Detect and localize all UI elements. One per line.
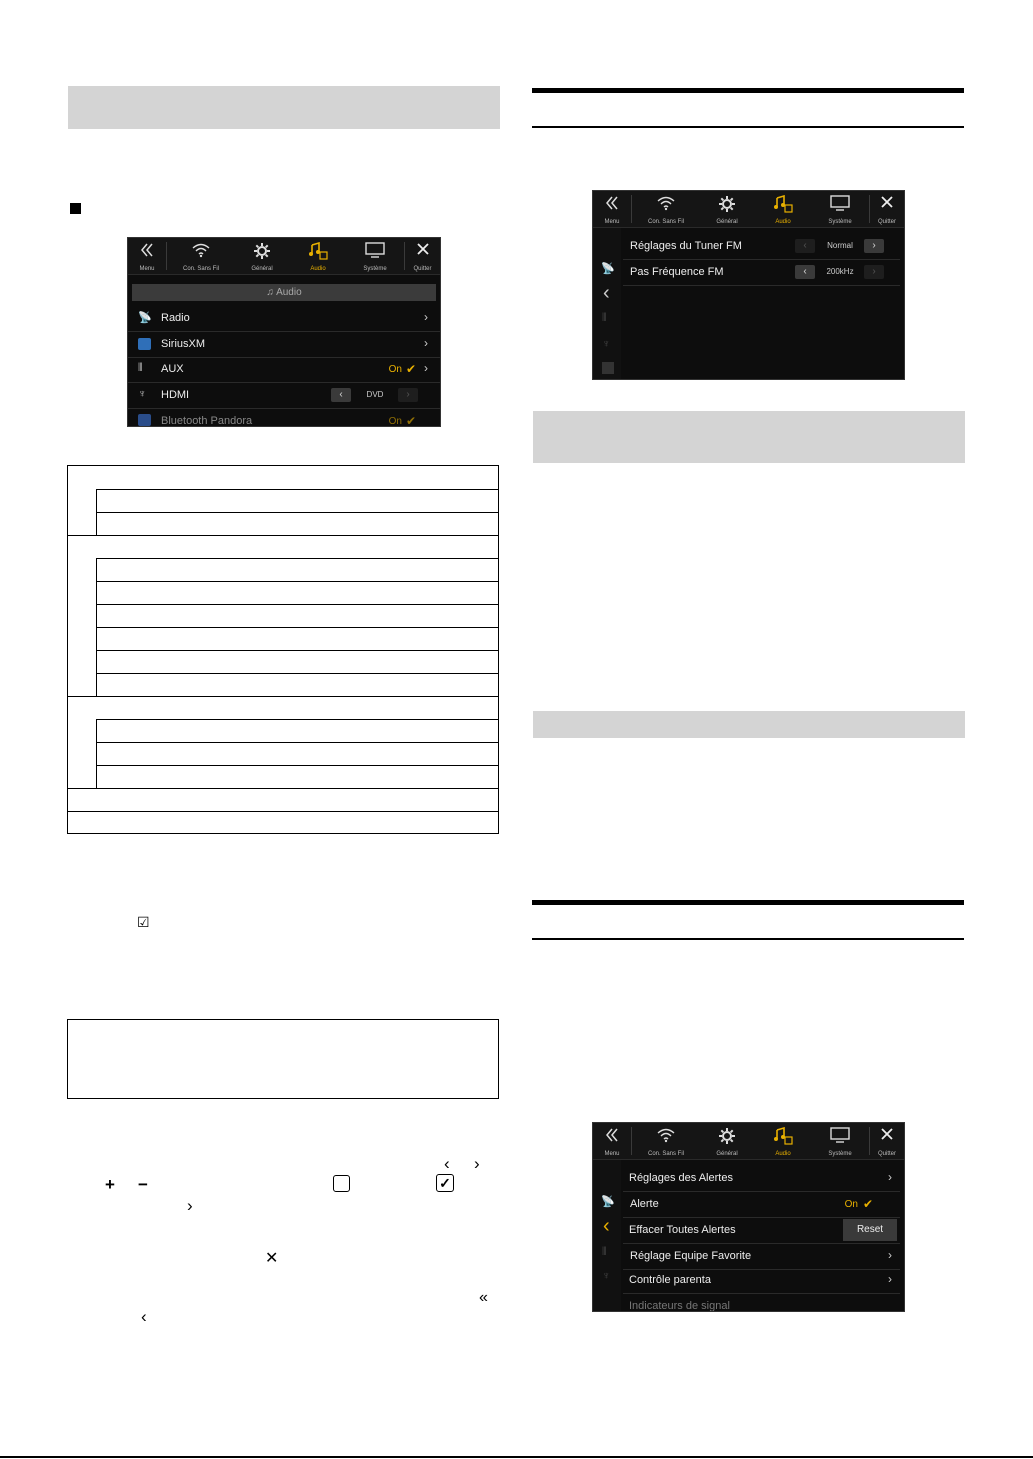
close-icon: ✕ xyxy=(265,1250,279,1267)
tab-label: Général xyxy=(716,219,738,225)
next-button[interactable]: › xyxy=(398,388,418,402)
audio-header: ♫ Audio xyxy=(132,284,436,301)
wifi-icon xyxy=(656,195,676,211)
chevron-left-icon[interactable]: ‹ xyxy=(603,1215,610,1237)
next-button[interactable]: › xyxy=(864,265,884,279)
prev-button[interactable]: ‹ xyxy=(795,265,815,279)
menu-tab[interactable] xyxy=(593,191,631,227)
top-nav-bar xyxy=(593,191,904,228)
page-bottom-rule xyxy=(0,1456,1033,1458)
status-on-text: On xyxy=(388,416,402,427)
chevron-right-icon: › xyxy=(424,310,428,324)
tab-label: Audio xyxy=(775,1151,791,1157)
pandora-icon xyxy=(602,362,614,374)
general-tab[interactable] xyxy=(699,191,755,227)
list-item[interactable]: Indicateurs de signal xyxy=(629,1300,730,1312)
satellite-icon xyxy=(138,338,151,350)
rca-plug-icon: ⫴ xyxy=(602,1246,607,1258)
double-chevron-left-icon xyxy=(605,195,619,211)
checkmark-icon: ✔ xyxy=(405,414,416,427)
checkmark-icon: ✔ xyxy=(405,362,416,376)
close-icon xyxy=(416,242,430,256)
sidebar-faded xyxy=(593,1160,621,1311)
monitor-icon xyxy=(365,242,385,258)
list-item[interactable]: Réglage Equipe Favorite › xyxy=(623,1244,900,1270)
list-item[interactable]: Réglages du Tuner FM ‹ Normal › xyxy=(623,234,900,260)
system-tab[interactable] xyxy=(811,1123,869,1159)
step-value: 200kHz xyxy=(826,267,854,276)
monitor-icon xyxy=(830,195,850,211)
tab-label: Système xyxy=(363,266,387,272)
wireless-tab[interactable] xyxy=(168,238,234,274)
hdmi-plug-icon: ♆ xyxy=(138,388,147,400)
chevron-left-icon: ‹ xyxy=(141,1307,147,1326)
tab-label: Général xyxy=(716,1151,738,1157)
hdmi-plug-icon: ♆ xyxy=(602,1270,611,1282)
hdmi-plug-icon: ♆ xyxy=(602,338,611,350)
checkmark-icon: ✔ xyxy=(862,1197,873,1211)
status-on-text: On xyxy=(388,364,402,375)
system-tab[interactable] xyxy=(811,191,869,227)
tab-label: Con. Sans Fil xyxy=(647,1151,684,1157)
menu-tab[interactable] xyxy=(593,1123,631,1159)
antenna-icon: 📡 xyxy=(138,312,152,324)
list-item[interactable]: Pas Fréquence FM ‹ 200kHz › xyxy=(623,260,900,286)
pandora-icon xyxy=(138,414,151,426)
section-rule-bottom xyxy=(532,126,964,128)
tab-label: Menu xyxy=(604,1151,620,1157)
hdmi-value: DVD xyxy=(366,390,384,399)
sidebar-faded xyxy=(593,228,621,379)
tab-label: Système xyxy=(828,219,852,225)
close-icon xyxy=(880,1127,894,1141)
menu-structure-table xyxy=(67,465,499,834)
list-item[interactable]: Alerte On ✔ xyxy=(623,1192,900,1218)
subsection-header-bar xyxy=(533,711,965,738)
audio-tab[interactable] xyxy=(755,191,811,227)
music-note-icon: ♫ xyxy=(266,287,277,298)
chevron-right-icon: › xyxy=(888,1170,892,1184)
double-chevron-left-icon xyxy=(140,242,154,258)
wifi-icon xyxy=(191,242,211,258)
wireless-tab[interactable] xyxy=(633,191,699,227)
rca-plug-icon: ⫴ xyxy=(602,312,607,324)
tab-label: Général xyxy=(251,266,273,272)
bullet-square xyxy=(70,203,81,214)
tab-label: Audio xyxy=(775,219,791,225)
tab-label: Quitter xyxy=(877,219,896,225)
list-item[interactable]: 📡 Radio › xyxy=(128,306,440,332)
rca-plug-icon: ⫴ xyxy=(138,362,143,374)
top-nav-bar xyxy=(128,238,440,275)
gear-icon xyxy=(718,195,736,213)
section-header-bar xyxy=(68,86,500,129)
list-item[interactable]: Bluetooth Pandora On ✔ xyxy=(128,409,440,427)
antenna-icon: 📡 xyxy=(601,263,615,275)
chevron-right-icon: › xyxy=(424,361,428,375)
prev-button[interactable]: ‹ xyxy=(795,239,815,253)
checkbox-empty-icon xyxy=(333,1175,350,1192)
list-item[interactable]: Réglages des Alertes › xyxy=(623,1166,900,1192)
chevron-right-icon: › xyxy=(424,336,428,350)
tab-label: Menu xyxy=(604,219,620,225)
gear-icon xyxy=(253,242,271,260)
section-rule-top xyxy=(532,900,964,905)
list-item[interactable]: ⫴ AUX On ✔ › xyxy=(128,357,440,383)
tab-label: Menu xyxy=(139,266,155,272)
chevron-right-icon: › xyxy=(474,1154,480,1173)
list-item[interactable]: Contrôle parenta › xyxy=(623,1268,900,1294)
top-nav-bar xyxy=(593,1123,904,1160)
tab-label: Quitter xyxy=(877,1151,896,1157)
list-item[interactable]: Effacer Toutes Alertes Reset xyxy=(623,1218,900,1244)
status-on-text: On xyxy=(844,1199,858,1210)
chevron-right-icon: › xyxy=(888,1248,892,1262)
general-tab[interactable] xyxy=(234,238,290,274)
gear-icon xyxy=(718,1127,736,1145)
quit-tab[interactable] xyxy=(870,191,904,227)
note-box xyxy=(67,1019,499,1099)
antenna-icon: 📡 xyxy=(601,1196,615,1208)
wireless-tab[interactable] xyxy=(633,1123,699,1159)
double-chevron-left-icon: « xyxy=(479,1289,488,1306)
tab-label: Audio xyxy=(310,266,326,272)
audio-tab[interactable] xyxy=(290,238,346,274)
chevron-right-icon: › xyxy=(888,1272,892,1286)
quit-tab[interactable] xyxy=(405,238,440,274)
tab-label: Con. Sans Fil xyxy=(647,219,684,225)
fm-tuner-screenshot xyxy=(592,190,905,380)
close-icon xyxy=(880,195,894,209)
menu-tab[interactable] xyxy=(128,238,166,274)
tab-label: Système xyxy=(828,1151,852,1157)
prev-button[interactable]: ‹ xyxy=(331,388,351,402)
checkbox-checked-icon: ✓ xyxy=(436,1174,454,1192)
double-chevron-left-icon xyxy=(605,1127,619,1143)
alerts-screenshot xyxy=(592,1122,905,1312)
system-tab[interactable] xyxy=(346,238,404,274)
wifi-icon xyxy=(656,1127,676,1143)
section-rule-bottom xyxy=(532,938,964,940)
plus-icon: + xyxy=(105,1175,115,1194)
section-rule-top xyxy=(532,88,964,93)
quit-tab[interactable] xyxy=(870,1123,904,1159)
list-item[interactable]: ♆ HDMI ‹ DVD › xyxy=(128,383,440,409)
audio-tab[interactable] xyxy=(755,1123,811,1159)
tab-label: Con. Sans Fil xyxy=(182,266,219,272)
music-note-icon xyxy=(773,1127,793,1145)
music-note-icon xyxy=(308,242,328,260)
minus-icon: − xyxy=(138,1175,148,1194)
general-tab[interactable] xyxy=(699,1123,755,1159)
monitor-icon xyxy=(830,1127,850,1143)
section-header-bar xyxy=(533,411,965,463)
audio-menu-screenshot xyxy=(127,237,441,427)
checkbox-checked-icon: ☑ xyxy=(137,914,150,930)
reset-button[interactable]: Reset xyxy=(843,1219,897,1241)
chevron-left-icon[interactable]: ‹ xyxy=(603,282,610,304)
next-button[interactable]: › xyxy=(864,239,884,253)
chevron-left-icon: ‹ xyxy=(444,1154,450,1173)
chevron-right-icon: › xyxy=(187,1196,193,1215)
tuner-value: Normal xyxy=(827,241,853,250)
tab-label: Quitter xyxy=(413,266,432,272)
music-note-icon xyxy=(773,195,793,213)
list-item[interactable]: SiriusXM › xyxy=(128,332,440,358)
